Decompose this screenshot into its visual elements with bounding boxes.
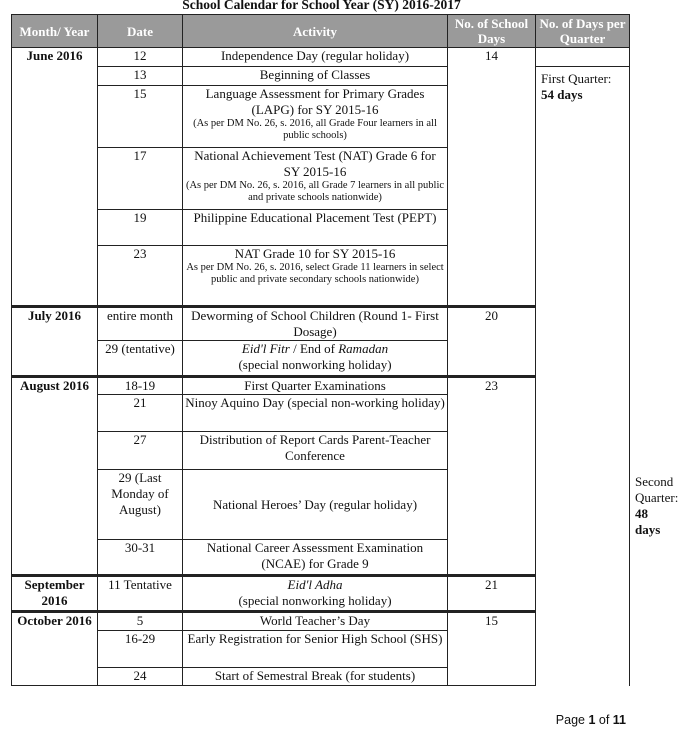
date-cell: 24 — [98, 668, 183, 686]
date-cell: 16-29 — [98, 631, 183, 668]
page-title: School Calendar for School Year (SY) 2016-2017 — [182, 0, 461, 12]
activity-cell — [183, 341, 448, 377]
date-cell: 18-19 — [98, 377, 183, 395]
header-school-days: No. of School Days — [448, 15, 536, 48]
date-cell: 13 — [98, 67, 183, 86]
activity-cell: Beginning of Classes — [183, 67, 448, 86]
page-prefix: Page — [555, 713, 589, 727]
activity-cell: Early Registration for Senior High School (SHS) — [183, 631, 448, 668]
activity-note: (As per DM No. 26, s. 2016, all Grade 7 learners in all public and private schools nationwide) — [185, 180, 445, 203]
activity-text: (special nonworking holiday) — [238, 357, 392, 372]
date-cell: entire month — [98, 307, 183, 341]
table-row — [12, 67, 630, 86]
month-cell: June 2016 — [12, 48, 98, 307]
school-days-cell: 15 — [448, 612, 536, 686]
activity-cell: First Quarter Examinations — [183, 377, 448, 395]
date-cell: 29 (tentative) — [98, 341, 183, 377]
month-cell: July 2016 — [12, 307, 98, 377]
activity-cell: Distribution of Report Cards Parent-Teacher Conference — [183, 432, 448, 470]
table-row — [12, 631, 630, 668]
activity-text: NAT Grade 10 for SY 2015-16 — [234, 246, 396, 261]
header-date: Date — [98, 15, 183, 48]
date-cell: 15 — [98, 86, 183, 148]
header-month: Month/ Year — [12, 15, 98, 48]
table-row — [12, 576, 630, 612]
activity-cell — [183, 246, 448, 307]
activity-cell: Philippine Educational Placement Test (PEPT) — [183, 210, 448, 246]
activity-cell: National Career Assessment Examination (NCAE) for Grade 9 — [183, 540, 448, 576]
school-days-cell: 21 — [448, 576, 536, 612]
first-quarter-label: First Quarter: — [541, 71, 612, 86]
table-row — [12, 668, 630, 686]
school-days-cell: 20 — [448, 307, 536, 377]
first-quarter-cell — [536, 67, 630, 540]
activity-holiday-name: Eid'l Fitr — [241, 341, 290, 356]
date-cell: 23 — [98, 246, 183, 307]
date-cell: 12 — [98, 48, 183, 67]
activity-cell: Ninoy Aquino Day (special non-working holiday) — [183, 395, 448, 432]
date-cell: 29 (Last Monday of August) — [98, 470, 183, 540]
date-cell: 30-31 — [98, 540, 183, 576]
activity-cell: Deworming of School Children (Round 1- First Dosage) — [183, 307, 448, 341]
header-row — [12, 15, 630, 48]
activity-note: As per DM No. 26, s. 2016, select Grade 11 learners in select public and private secondary schools nationwide) — [186, 262, 444, 285]
activity-text: / End of — [289, 341, 339, 356]
header-activity: Activity — [183, 15, 448, 48]
date-cell: 11 Tentative — [98, 576, 183, 612]
date-cell: 5 — [98, 612, 183, 631]
page-current: 1 — [588, 713, 596, 727]
header-days-per-quarter: No. of Days per Quarter — [536, 15, 630, 48]
activity-cell: National Heroes’ Day (regular holiday) — [183, 470, 448, 540]
table-row: 29 (Last Monday of August) National Heroes’ Day (regular holiday) Second Quarter: 48 days — [12, 470, 630, 540]
activity-text: (special nonworking holiday) — [238, 593, 392, 608]
month-cell: October 2016 — [12, 612, 98, 686]
activity-holiday-name: Eid'l Adha — [287, 577, 343, 592]
date-cell: 17 — [98, 148, 183, 210]
activity-cell: Independence Day (regular holiday) — [183, 48, 448, 67]
page-middle: of — [595, 713, 613, 727]
table-row — [12, 540, 630, 576]
month-cell: August 2016 — [12, 377, 98, 576]
activity-cell: Start of Semestral Break (for students) — [183, 668, 448, 686]
date-cell: 19 — [98, 210, 183, 246]
calendar-table — [11, 14, 678, 686]
activity-cell — [183, 576, 448, 612]
activity-cell — [183, 148, 448, 210]
activity-text: National Achievement Test (NAT) Grade 6 for SY 2015-16 — [194, 148, 436, 179]
page-total: 11 — [612, 713, 626, 727]
page-number — [556, 713, 626, 727]
date-cell: 27 — [98, 432, 183, 470]
activity-text: Language Assessment for Primary Grades (LAPG) for SY 2015-16 — [205, 86, 425, 117]
school-days-cell: 23 — [448, 377, 536, 576]
table-row — [12, 612, 630, 631]
month-cell: September 2016 — [12, 576, 98, 612]
first-quarter-days: 54 days — [541, 87, 583, 102]
quarter-cell-blank — [536, 48, 630, 67]
activity-cell — [183, 86, 448, 148]
activity-cell: World Teacher’s Day — [183, 612, 448, 631]
table-row — [12, 48, 630, 67]
activity-note: (As per DM No. 26, s. 2016, all Grade Four learners in all public schools) — [193, 118, 437, 141]
school-days-cell: 14 — [448, 48, 536, 307]
date-cell: 21 — [98, 395, 183, 432]
activity-holiday-name: Ramadan — [338, 341, 389, 356]
